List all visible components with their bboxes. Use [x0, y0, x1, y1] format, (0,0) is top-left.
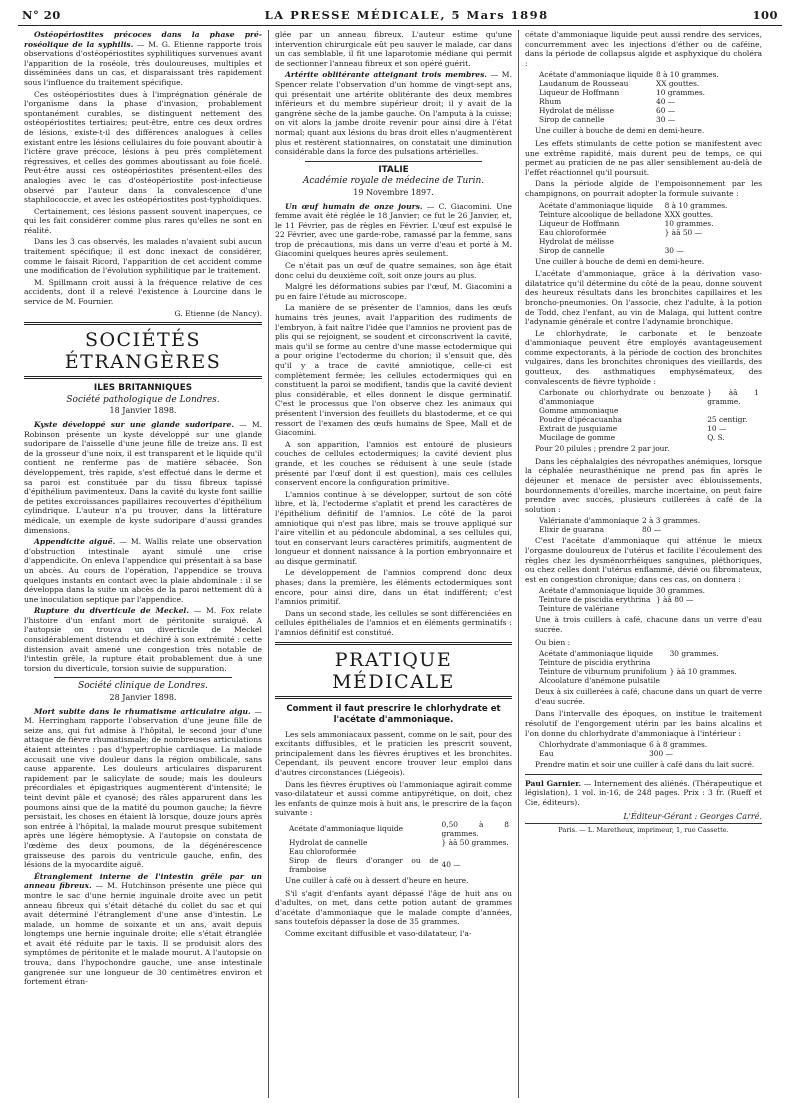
paragraph: L'acétate d'ammoniaque, grâce à la dérivation vaso-dilatatrice qu'il détermine du côté de la peau, donne souvent des heureux résultats dans les bronchites capillaires et les broncho-pneumonies. On l'associe, chez l'adulte, à la potion de Todd, chez l'enfant, au vin de Malaga, qui luttent contre l'adynamie générale et contre l'adynamie bronchique.: [525, 269, 762, 327]
paragraph: Le développement de l'amnios comprend donc deux phases; dans la première, les éléments ectodermiques sont encore, pour ainsi dire, dans un état indifférent; c'est l'amnios primitif.: [275, 568, 512, 607]
prescription-row: [289, 838, 512, 847]
issue-number: N° 20: [22, 8, 61, 22]
prescription-ingredient: Hydrolat de cannelle: [289, 837, 368, 847]
column-1: [18, 30, 268, 1098]
prescription-ingredient: Liqueur de Hoffmann: [539, 218, 620, 228]
prescription-ingredient: Acétate d'ammoniaque liquide: [289, 824, 403, 834]
paragraph: glée par un anneau fibreux. L'auteur estime qu'une intervention chirurgicale eût peu sauver le malade, car dans un cas semblable, il fit une laparotomie médiane qui permit de sectionner l'anneau fibreux et son opéré guérit.: [275, 30, 512, 68]
prescription-row: [539, 424, 762, 433]
paragraph: Comme excitant diffusible et vaso-dilatateur, l'a-: [285, 928, 472, 938]
prescription-ingredient: Chlorhydrate d'ammoniaque: [539, 740, 647, 750]
prescription-dose: } àâ 10 grammes.: [669, 667, 737, 677]
page-number: 100: [752, 8, 778, 22]
paragraph: Dans les céphalalgies des névropathes anémiques, lorsque la céphalée neurasthénique ne prend pas fin après le déjeuner et menace de persister avec éblouissements, bourdonnements d'oreilles, marche incertaine, on peut faire prendre avec succès, plusieurs cuillerées à café de la solution :: [525, 456, 762, 514]
prescription-dose: Q. S.: [707, 433, 725, 443]
prescription-ingredient: Eau chloroformée: [539, 227, 607, 237]
prescription-row: [539, 115, 722, 124]
prescription-dose: [670, 658, 740, 667]
paragraph: Ces ostéopériostites dues à l'imprégnation générale de l'organisme dans la phase d'invasion, probablement spontanément curables, se distinguent nettement des ostéopériostites tertiaires; peut-être, entre ces deux ordres de lésions, existe-t-il des différences analogues à celles existant entre les lésions cellulaires du foie pouvant aboutir à l'ictère grave précoce, lésions à peu près complètement régressives, et celles des gommes aboutissant au foie ficelé. Peut-être aussi ces ostéopériostites présentent-elles des analogies avec le cas d'ostéopériostite post-infectieuse observé par l'auteur dans la convalescence d'une staphilococcie, et avec les ostéopériostites post-typhoïdiques.: [24, 89, 262, 205]
paragraph: Dans les 3 cas observés, les malades n'avaient subi aucun traitement spécifique; il est donc inexact de considérer, comme le faisait Ricord, l'apparition de cet accident comme une modification de l'évolution syphilitique par le traitement.: [24, 237, 262, 276]
paragraph: Ce n'était pas un œuf de quatre semaines, son âge était donc celui du deuxième coït, soit onze jours au plus.: [275, 261, 512, 280]
divider: [525, 774, 762, 775]
prescription-row: [539, 79, 722, 88]
prescription-ingredient: Alcoolature d'anémone pulsatile: [539, 676, 660, 686]
prescription-ingredient: Acétate d'ammoniaque liquide: [539, 70, 653, 80]
prescription-row: [539, 667, 740, 676]
prescription-row: [539, 201, 730, 210]
prescription-row: [539, 70, 722, 79]
prescription-row: [289, 847, 512, 856]
bibliography-notice: Paul Garnier. — Internement des aliénés. (Thérapeutique et législation), 1 vol. in-16, de 248 pages. Prix : 3 fr. (Rueff et Cie, éditeurs).: [525, 778, 762, 807]
journal-title: LA PRESSE MÉDICALE, 5 Mars 1898: [264, 8, 549, 22]
prescription-dose: 40 —: [441, 860, 461, 870]
article: Artérite oblitérante atteignant trois membres. — M. Spencer relate l'observation d'un homme de vingt-sept ans, qui présentait une artérite oblitérante des deux membres inférieurs et du membre supérieur droit; il y avait de la gangrène sèche de la jambe gauche. On l'amputa à la cuisse; on vit alors la jambe droite revenir pour ainsi dire à l'état normal; quant aux lésions du bras droit elles n'augmentèrent plus et restèrent stationnaires, on constatait une diminution considérable dans la force des pulsations artérielles.: [275, 70, 512, 157]
prescription-dose: [707, 406, 762, 415]
paragraph: Dans les fièvres éruptives où l'ammoniaque agirait comme vaso-dilatateur et aussi comme antipyrétique, on doit, chez les enfants de quinze mois à huit ans, le prescrire de la façon suivante :: [275, 779, 512, 818]
prescription: [539, 740, 710, 758]
prescription-dose: } àâ 50 grammes.: [441, 837, 509, 847]
article: Appendicite aiguë. — M. Wallis relate une observation d'obstruction intestinale ayant simulé une crise d'appendicite. On enleva l'appendice qui présentait à sa base un abcès. Au cours de l'opération, l'appendice se trouva quelques instants en contact avec la plaie abdominale : il se développa dans la suite un abcès de la paroi nettement dû à une inoculation septique par l'appendice.: [24, 537, 262, 604]
prescription-dose: [670, 676, 740, 685]
newspaper-page: [18, 8, 782, 1098]
prescription-ingredient: Valérianate d'ammoniaque: [539, 516, 639, 526]
prescription-dose: 10 grammes.: [656, 88, 705, 98]
page-header: [18, 8, 782, 26]
section-heading: SOCIÉTÉS ÉTRANGÈRES: [24, 322, 262, 379]
prescription-dose: [665, 237, 731, 246]
prescription-dose: 8 à 10 grammes.: [656, 70, 719, 80]
paragraph: Dans l'intervalle des époques, on institue le traitement résolutif de l'engorgement utérin par les bains alcalins et l'on donne du chlorhydrate d'ammoniaque à l'intérieur :: [525, 709, 762, 738]
paragraph: cétate d'ammoniaque liquide peut aussi rendre des services, concurremment avec les injections d'éther ou de caféine, dans la période de collapsus algide et asphyxique du choléra :: [525, 30, 762, 68]
prescription-ingredient: Rhum: [539, 97, 562, 107]
prescription-ingredient: Teinture de piscidia erythrina: [539, 595, 651, 605]
paragraph: Le chlorhydrate, le carbonate et le benzoate d'ammoniaque peuvent être employés avantageusement comme expectorants, à la période de coction des bronchites vulgaires, dans les bronchites chroniques des vieillards, des goutteux, des asthmatiques emphysémateux, des convalescents de fièvre typhoïde :: [525, 328, 762, 386]
prescription-dose: 10 —: [707, 424, 727, 434]
prescription-row: [539, 749, 710, 758]
prescription: [539, 516, 703, 534]
prescription-row: [539, 237, 730, 246]
prescription-row: [539, 604, 708, 613]
session-date: 19 Novembre 1897.: [353, 187, 434, 197]
prescription-ingredient: Laudanum de Rousseau: [539, 79, 629, 89]
prescription-ingredient: Sirop de cannelle: [539, 115, 605, 125]
prescription-row: [539, 388, 762, 406]
prescription-row: [539, 106, 722, 115]
prescription-ingredient: Teinture de piscidia erythrina: [539, 658, 651, 668]
prescription-row: [539, 228, 730, 237]
prescription-row: [539, 649, 740, 658]
prescription-dose: } àâ 1 gramme.: [707, 388, 759, 407]
prescription-dose: 8 à 10 grammes.: [664, 200, 728, 210]
divider: [54, 677, 232, 678]
dosage-note: Une cuiller à bouche de demi en demi-heure.: [535, 256, 705, 266]
paragraph: A son apparition, l'amnios est entouré de plusieurs couches de cellules ectodermiques; la cavité devient plus grande, et les couches se réduisent à une seule (stade présenté par l'œuf dont il est question), mais ces cellules conservent encore la configuration primitive.: [275, 439, 512, 488]
prescription-dose: 40 —: [656, 97, 676, 107]
prescription-row: [539, 88, 722, 97]
prescription-ingredient: Teinture de valériane: [539, 604, 620, 614]
dosage-note: Une à trois cuillers à café, chacune dans un verre d'eau sucrée.: [535, 615, 762, 634]
prescription-dose: } àâ 50 —: [664, 227, 702, 237]
prescription-ingredient: Eau: [539, 749, 554, 759]
prescription-dose: 80 —: [642, 525, 662, 535]
prescription-dose: 60 —: [656, 106, 676, 116]
article: Kyste développé sur une glande sudoripare. — M. Robinson présente un kyste développé sur une glande sudoripare de l'aisselle d'une jeune fille de treize ans. Il est de la grosseur d'une noix, il est transparent et le liquide qu'il contient ne renferme pas de matière sébacée. Son développement, très rapide, s'est effectué dans le derme et sa paroi est constituée par du tissu fibreux tapissé d'épithélium pavimenteux. Dans la cavité du kyste font saillie de petites excroissances papillaires recouvertes d'épithélium cylindrique. L'auteur n'a pu trouver, dans la littérature médicale, un exemple de kyste sudoripare d'aussi grandes dimensions.: [24, 420, 263, 535]
article-title: Comment il faut prescrire le chlorhydrate et l'acétate d'ammoniaque.: [286, 703, 501, 725]
paragraph: Certainement, ces lésions passent souvent inaperçues, ce qui les fait considérer comme plus rares qu'elles ne sont en réalité.: [24, 206, 262, 235]
article: Étranglement interne de l'intestin grêle par un anneau fibreux. — M. Hutchinson présente une pièce qui montre le sac d'une hernie inguinale droite avec un petit anneau fibreux qui s'était détaché du collet du sac et qui avait déterminé l'étranglement d'une anse d'intestin. Le malade, un homme de soixante et un ans, avait depuis longtemps une hernie inguinale droite; elle s'était étranglée et avait été réduite par le taxis. Il se produisit alors des symptômes de péritonite et le malade mourut. A l'autopsie on trouva, dans l'hypochondre gauche, une anse intestinale gangrenée sur une longueur de 30 centimètres environ et fortement étran-: [24, 871, 263, 987]
prescription-row: [539, 595, 708, 604]
prescription-dose: 10 grammes.: [664, 218, 714, 228]
prescription-ingredient: Hydrolat de mélisse: [539, 106, 614, 116]
session-date: 18 Janvier 1898.: [109, 406, 177, 416]
prescription-dose: XX gouttes.: [656, 79, 700, 89]
prescription-row: [539, 516, 703, 525]
column-2: [268, 30, 518, 1098]
prescription-ingredient: Teinture de viburnum prunifolium: [539, 667, 667, 677]
prescription-ingredient: Sirop de fleurs d'oranger ou de framboise: [289, 855, 439, 874]
prescription-row: [539, 406, 762, 415]
article: Mort subite dans le rhumatisme articulaire aigu. — M. Herringham rapporte l'observation d'une jeune fille de seize ans, qui fut admise à l'hôpital, le second jour d'une attaque de fièvre rhumatismale; de nombreuses articulations étaient atteintes : pas d'hypertrophie cardiaque. La malade accusait une vive douleur dans la région ombilicale, sans cause apparente. Les douleurs articulaires disparurent rapidement par le salicylate de soude; mais les douleurs précordiales et épigastriques augmentèrent d'intensité; le teint devint pâle et cyanosé; des râles apparurent dans les poumons ainsi que de la matité du poumon gauche; la fièvre persistait, les choses en étaient là lorsque, douze jours après son entrée à l'hôpital, la malade mourut presque subitement après une légère hémoptysie. A l'autopsie on constata de l'œdème des deux poumons, de la dégénérescence graisseuse des parois du ventricule gauche, enfin, des lésions de la myocardite aiguë.: [24, 706, 262, 870]
paragraph: Dans un second stade, les cellules se sont différenciées en cellules épithéliales de l'amnios et en éléments germinatifs : l'amnios définitif est constitué.: [275, 608, 512, 638]
prescription-row: [539, 525, 703, 534]
divider: [305, 161, 482, 162]
society-name: Société clinique de Londres.: [78, 681, 208, 692]
subsection-heading: ILES BRITANNIQUES: [93, 383, 193, 394]
dosage-note: Deux à six cuillerées à café, chacune dans un quart de verre d'eau sucrée.: [535, 687, 762, 706]
prescription-row: [539, 586, 708, 595]
prescription: [539, 388, 762, 442]
prescription-ingredient: Acétate d'ammoniaque liquide: [539, 649, 653, 659]
paragraph: Les effets stimulants de cette potion se manifestent avec une extrême rapidité, mais durent peu de temps, ce qui permet au praticien de ne pas aller sensiblement au-delà de l'effet réactionnel qu'il poursuit.: [525, 138, 762, 177]
prescription-dose: 30 —: [664, 245, 684, 255]
prescription: [539, 586, 708, 613]
dosage-note: Une cuiller à café ou à dessert d'heure en heure.: [285, 875, 469, 885]
prescription-dose: 30 grammes.: [669, 649, 719, 659]
prescription-ingredient: Mucilage de gomme: [539, 433, 616, 443]
paragraph: Ostéopériostites précoces dans la phase pré-roséolique de la syphilis. — M. G. Etienne rapporte trois observations d'ostéopériostites syphilitiques survenues avant l'apparition de la roséole, très douloureuses, multiples et disséminées dans un cas, et disparaissant très rapidement sous l'influence du traitement spécifique.: [24, 30, 262, 87]
prescription-dose: [656, 604, 708, 613]
prescription-dose: 300 —: [649, 749, 673, 759]
session-date: 28 Janvier 1898.: [109, 693, 177, 703]
dosage-note: Pour 20 pilules ; prendre 2 par jour.: [535, 444, 670, 454]
paragraph: S'il s'agit d'enfants ayant dépassé l'âge de huit ans ou d'adultes, on met, dans cette potion autant de grammes d'acétate d'ammoniaque que le malade compte d'années, sans toutefois dépasser la dose de 35 grammes.: [275, 888, 512, 927]
prescription: [539, 201, 730, 255]
prescription-dose: XXX gouttes.: [664, 209, 714, 219]
prescription: [539, 70, 722, 124]
paragraph: Les sels ammoniacaux passent, comme on le sait, pour des excitants diffusibles, et le praticien les prescrit souvent, principalement dans les fièvres éruptives et les bronchites. Cependant, ils peuvent encore trouver leur emploi dans d'autres circonstances (Liégeois).: [275, 729, 512, 777]
prescription-ingredient: Elixir de guarana: [539, 525, 604, 535]
publisher-line: L'Éditeur-Gérant : Georges Carré.: [623, 811, 762, 821]
prescription-row: [539, 246, 730, 255]
prescription-ingredient: Hydrolat de mélisse: [539, 236, 614, 246]
prescription-row: [539, 676, 740, 685]
paragraph: La manière de se présenter de l'amnios, dans les œufs humains très jeunes, avait l'apparition des rudiments de l'embryon, à fait naître l'idée que l'amnios ne provient pas de plis qui se rejoignent, se soudent et circonscrivent la cavité, mais qu'il se forme au centre d'une masse ectodermique qui a pour origine l'ectoderme du chorion; il s'ensuit que, dès qu'il y a trace de cavité amniotique, celle-ci est complètement fermée; les cellules ectodermiques qui en constituent la paroi se modifient, tandis que la cavité devient plus considérable, et elles donnent le disque germinatif. C'est le processus que l'on observe chez les animaux qui présentent l'inversion des feuillets du blastoderme, et ce qui ressort de l'examen des œufs humains de Spee, Mall et de Giacomini.: [275, 303, 512, 438]
society-name: Société pathologique de Londres.: [66, 394, 220, 405]
prescription-row: [539, 415, 762, 424]
section-heading: PRATIQUE MÉDICALE: [275, 642, 512, 699]
prescription-dose: 25 centigr.: [707, 415, 748, 425]
prescription-ingredient: Extrait de jusquiame: [539, 424, 618, 434]
subsection-heading: ITALIE: [378, 164, 409, 175]
paragraph: L'amnios continue à se développer, surtout de son côté libre, et là, l'ectoderme s'aplatit et prend les caractères de l'épithélium définitif de l'amnios. Le côté de la paroi amniotique qui n'est pas libre, mais se trouve appliqué sur l'aire vitellin et au pédoncule abdominal, a ses cellules qui, tout en conservant leurs caractères primitifs, augmentent de longueur et donnent naissance à la portion embryonnaire et au disque germinatif.: [275, 489, 512, 566]
prescription-dose: [442, 847, 512, 856]
paragraph: M. Spillmann croit aussi à la fréquence relative de ces accidents, dont il a relevé l'existence à Lourcine dans le service de M. Fournier.: [24, 277, 262, 307]
prescription-ingredient: Carbonate ou chlorhydrate ou benzoate d'ammoniaque: [539, 388, 705, 407]
prescription-row: [539, 433, 762, 442]
paragraph: Dans la période algide de l'empoisonnement par les champignons, on pourrait adopter la formule suivante :: [525, 179, 762, 198]
column-3: [518, 30, 768, 1098]
prescription-ingredient: Poudre d'ipécacuanha: [539, 415, 622, 425]
prescription-ingredient: Eau chloroformée: [289, 846, 357, 856]
prescription-row: [539, 210, 730, 219]
prescription-row: [539, 219, 730, 228]
prescription-dose: 2 à 3 grammes.: [642, 516, 701, 526]
paragraph: Malgré les déformations subies par l'œuf, M. Giacomini a pu en faire l'étude au microscope.: [275, 282, 512, 301]
prescription-row: [539, 740, 710, 749]
society-name: Académie royale de médecine de Turin.: [302, 176, 485, 187]
prescription-row: [539, 658, 740, 667]
prescription-dose: 30 —: [656, 115, 676, 125]
prescription-ingredient: Gomme ammoniaque: [539, 406, 619, 416]
dosage-note: Une cuiller à bouche de demi en demi-heure.: [535, 126, 705, 136]
prescription-ingredient: Teinture alcoolique de belladone: [539, 209, 662, 219]
article: Rupture du diverticule de Meckel. — M. Fox relate l'histoire d'un enfant mort de péritonite suraiguë. A l'autopsie on trouva un diverticule de Meckel considérablement distendu et déchiré à son extrémité : cette distension avait amené une congestion très notable de l'intestin grêle, la rupture était probablement due à une torsion du diverticule, torsion suivie de suppuration.: [24, 606, 262, 673]
paragraph: Ou bien :: [535, 637, 571, 647]
prescription-dose: } àâ 80 —: [656, 595, 694, 605]
dosage-note: Prendre matin et soir une cuiller à café dans du lait sucré.: [535, 760, 755, 770]
paragraph: C'est l'acétate d'ammoniaque qui atténue le mieux l'orgasme douloureux de l'utérus et facilite l'écoulement des règles chez les dysménorrhéiques sanguines, pléthoriques, ou chez celles dont l'utérus enflammé, dévié ou fibromateux, est en congestion chronique; dans ces cas, on donnera :: [525, 536, 762, 584]
prescription-dose: 0,50 à 8 grammes.: [441, 819, 509, 838]
printer-imprint: Paris. — L. Maretheux, imprimeur, 1, rue Cassette.: [525, 823, 762, 836]
prescription-ingredient: Acétate d'ammoniaque liquide: [539, 586, 653, 596]
prescription-ingredient: Acétate d'ammoniaque liquide: [539, 200, 653, 210]
prescription-row: [539, 97, 722, 106]
article: Un œuf humain de onze jours. — C. Giacomini. Une femme avait été réglée le 18 Janvier; ce fut le 26 Janvier, et, le 11 Février, pas de règles en Février. L'œuf est expulsé le 22 Février, avec une garde-robe, ramassé par la femme, sans trop de précautions, mis dans un verre d'eau et porté à M. Giacomini quelques heures après seulement.: [275, 201, 512, 259]
prescription: [289, 820, 512, 874]
signature: G. Etienne (de Nancy).: [174, 308, 262, 318]
prescription-ingredient: Liqueur de Hoffmann: [539, 88, 620, 98]
prescription-dose: 6 à 8 grammes.: [649, 740, 708, 750]
prescription: [539, 649, 740, 685]
prescription-dose: 30 grammes.: [656, 586, 705, 596]
prescription-row: [289, 856, 512, 874]
prescription-row: [289, 820, 512, 838]
prescription-ingredient: Sirop de cannelle: [539, 245, 605, 255]
